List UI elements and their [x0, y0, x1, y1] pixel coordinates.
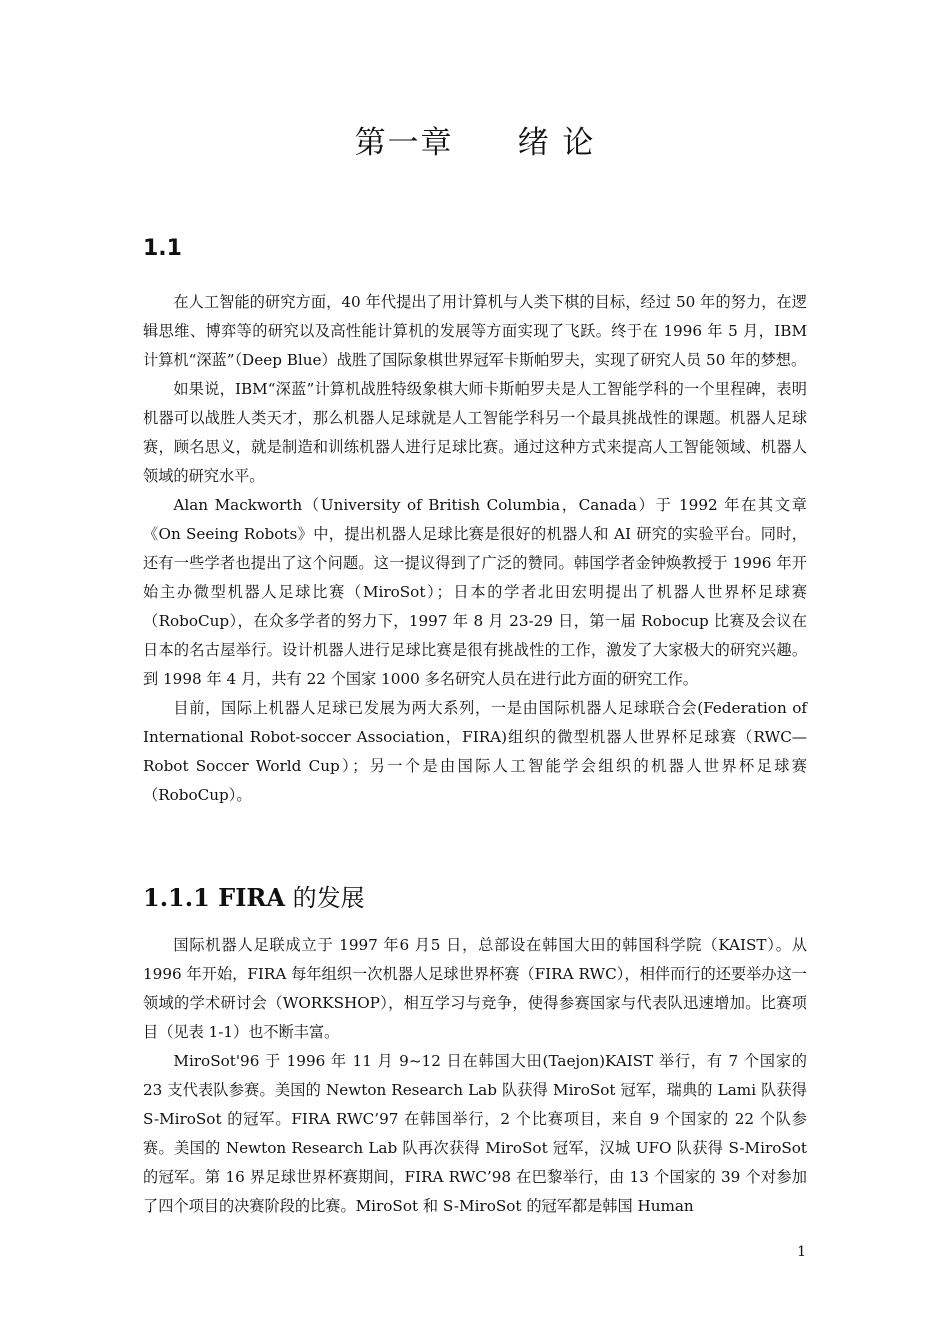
paragraph: Alan Mackworth（University of British Columbia，Canada）于 1992 年在其文章《On Seeing Robots》中，提出机器人足球比赛是很好的机器人和 AI 研究的实验平台。同时，还有一些学者也提出了这个问题。这一提议得到了广泛的赞同。韩国学者金钟焕教授于 1996 年开始主办微型机器人足球比赛（MiroSot）；日本的学者北田宏明提出了机器人世界杯足球赛（RoboCup），在众多学者的努力下，1997 年 8 月 23-29 日，第一届 Robocup 比赛及会议在日本的名古屋举行。设计机器人进行足球比赛是很有挑战性的工作，激发了大家极大的研究兴趣。到 1998 年 4 月，共有 22 个国家 1000 多名研究人员在进行此方面的研究工作。 [143, 496, 807, 688]
chapter-label: 第一章 [354, 125, 454, 161]
paragraph: 在人工智能的研究方面，40 年代提出了用计算机与人类下棋的目标，经过 50 年的努力，在逻辑思维、博弈等的研究以及高性能计算机的发展等方面实现了飞跃。终于在 1996 年 5 月，IBM 计算机“深蓝”（Deep Blue）战胜了国际象棋世界冠军卡斯帕罗夫，实现了研究人员 50 年的梦想。 [143, 293, 807, 369]
paragraph: 国际机器人足联成立于 1997 年6 月5 日，总部设在韩国大田的韩国科学院（KAIST）。从 1996 年开始，FIRA 每年组织一次机器人足球世界杯赛（FIRA RWC），相伴而行的还要举办这一领域的学术研讨会（WORKSHOP），相互学习与竞争，使得参赛国家与代表队迅速增加。比赛项目（见表 1-1）也不断丰富。 [143, 936, 807, 1041]
section-body [143, 288, 807, 810]
subsection-number: 1.1.1 FIRA [143, 883, 285, 912]
subsection-body [143, 931, 807, 1221]
paragraph: 如果说，IBM“深蓝”计算机战胜特级象棋大师卡斯帕罗夫是人工智能学科的一个里程碑，表明机器可以战胜人类天才，那么机器人足球就是人工智能学科另一个最具挑战性的课题。机器人足球赛，顾名思义，就是制造和训练机器人进行足球比赛。通过这种方式来提高人工智能领域、机器人领域的研究水平。 [143, 380, 807, 485]
chapter-title [0, 117, 950, 162]
subsection-title: 的发展 [292, 884, 365, 912]
chapter-heading: 绪 论 [517, 125, 596, 161]
section-heading: 1.1 [143, 236, 182, 261]
paragraph: MiroSot'96 于 1996 年 11 月 9~12 日在韩国大田(Taejon)KAIST 举行，有 7 个国家的 23 支代表队参赛。美国的 Newton Research Lab 队获得 MiroSot 冠军，瑞典的 Lami 队获得 S-MiroSot 的冠军。FIRA RWC’97 在韩国举行，2 个比赛项目，来自 9 个国家的 22 个队参赛。美国的 Newton Research Lab 队再次获得 MiroSot 冠军，汉城 UFO 队获得 S-MiroSot 的冠军。第 16 界足球世界杯赛期间，FIRA RWC’98 在巴黎举行，由 13 个国家的 39 个对参加了四个项目的决赛阶段的比赛。MiroSot 和 S-MiroSot 的冠军都是韩国 Human [143, 1052, 807, 1215]
page-number: 1 [797, 1244, 806, 1260]
paragraph: 目前，国际上机器人足球已发展为两大系列，一是由国际机器人足球联合会(Federation of International Robot-soccer Association，FIRA)组织的微型机器人世界杯足球赛（RWC—Robot Soccer World Cup）；另一个是由国际人工智能学会组织的机器人世界杯足球赛（RoboCup）。 [143, 699, 807, 804]
subsection-heading [143, 878, 365, 913]
